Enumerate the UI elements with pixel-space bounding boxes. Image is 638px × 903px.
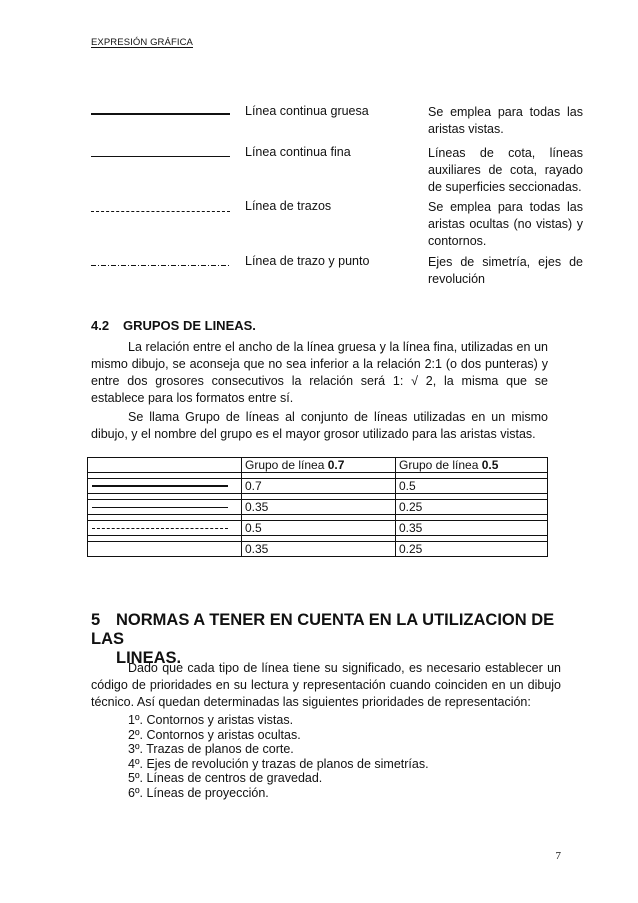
thick-line-sample xyxy=(92,485,228,487)
table-row xyxy=(88,542,548,557)
line-type-description: Se emplea para todas las aristas ocultas (no vistas) y contornos. xyxy=(428,200,583,248)
list-item: 1º. Contornos y aristas vistas. xyxy=(128,713,294,727)
line-groups-table xyxy=(87,457,548,557)
table-header-row xyxy=(88,458,548,473)
line-type-name: Línea continua fina xyxy=(245,145,351,159)
dashed-line-sample xyxy=(91,211,230,212)
table-cell xyxy=(88,458,242,473)
table-row xyxy=(88,521,548,536)
running-header: EXPRESIÓN GRÁFICA xyxy=(91,37,193,48)
dash-dot-line-sample xyxy=(91,265,230,266)
section-heading-4-2 xyxy=(91,318,256,333)
priority-list xyxy=(128,713,429,800)
table-cell: 0.35 xyxy=(396,521,548,536)
line-type-description: Ejes de simetría, ejes de revolución xyxy=(428,255,583,286)
table-cell: 0.5 xyxy=(396,479,548,494)
line-sample-cell xyxy=(88,542,242,557)
table-header-cell: Grupo de línea 0.5 xyxy=(396,458,548,473)
thick-line-sample xyxy=(91,113,230,115)
table-cell: 0.25 xyxy=(396,500,548,515)
table-cell: 0.25 xyxy=(396,542,548,557)
table-cell: 0.35 xyxy=(242,500,396,515)
line-sample-cell xyxy=(88,521,242,536)
section-number: 5 xyxy=(91,611,101,629)
table-cell: 0.5 xyxy=(242,521,396,536)
line-type-name: Línea de trazo y punto xyxy=(245,254,370,268)
list-item: 5º. Líneas de centros de gravedad. xyxy=(128,771,323,785)
line-sample-cell xyxy=(88,479,242,494)
page-number: 7 xyxy=(555,850,561,862)
section-title: NORMAS A TENER EN CUENTA EN LA UTILIZACION DE LAS xyxy=(91,611,555,648)
list-item: 6º. Líneas de proyección. xyxy=(128,785,269,800)
list-item: 2º. Contornos y aristas ocultas. xyxy=(128,727,301,742)
table-row xyxy=(88,500,548,515)
thin-line-sample xyxy=(91,156,230,157)
list-item: 4º. Ejes de revolución y trazas de planos de simetrías. xyxy=(128,756,429,771)
table-cell: 0.7 xyxy=(242,479,396,494)
table-cell: 0.35 xyxy=(242,542,396,557)
section-title: GRUPOS DE LINEAS. xyxy=(123,318,256,333)
line-type-name: Línea continua gruesa xyxy=(245,104,369,118)
section-title-continued: LINEAS. xyxy=(116,649,182,667)
thin-line-sample xyxy=(92,507,228,508)
section-number: 4.2 xyxy=(91,318,110,333)
line-type-description: Se emplea para todas las aristas vistas. xyxy=(428,105,583,136)
line-sample-cell xyxy=(88,500,242,515)
list-item: 3º. Trazas de planos de corte. xyxy=(128,742,294,756)
table-row xyxy=(88,479,548,494)
paragraph: La relación entre el ancho de la línea gruesa y la línea fina, utilizadas en un mismo dibujo, se aconseja que no sea inferior a la relación 2:1 (o dos punteras) y entre dos grosores consecutivos la relación será 1: √ 2, la misma que se establece para los formatos entre sí. xyxy=(91,340,548,405)
line-type-description: Líneas de cota, líneas auxiliares de cota, rayado de superficies seccionadas. xyxy=(428,146,583,194)
paragraph: Dado que cada tipo de línea tiene su significado, es necesario establecer un código de prioridades en su lectura y representación cuando coinciden en un dibujo técnico. Así quedan determinadas las siguientes prioridades de representación: xyxy=(91,661,561,709)
paragraph: Se llama Grupo de líneas al conjunto de líneas utilizadas en un mismo dibujo, y el nombre del grupo es el mayor grosor utilizado para las aristas vistas. xyxy=(91,410,548,441)
dashed-line-sample xyxy=(92,528,228,529)
table-header-cell: Grupo de línea 0.7 xyxy=(242,458,396,473)
line-type-name: Línea de trazos xyxy=(245,199,332,213)
